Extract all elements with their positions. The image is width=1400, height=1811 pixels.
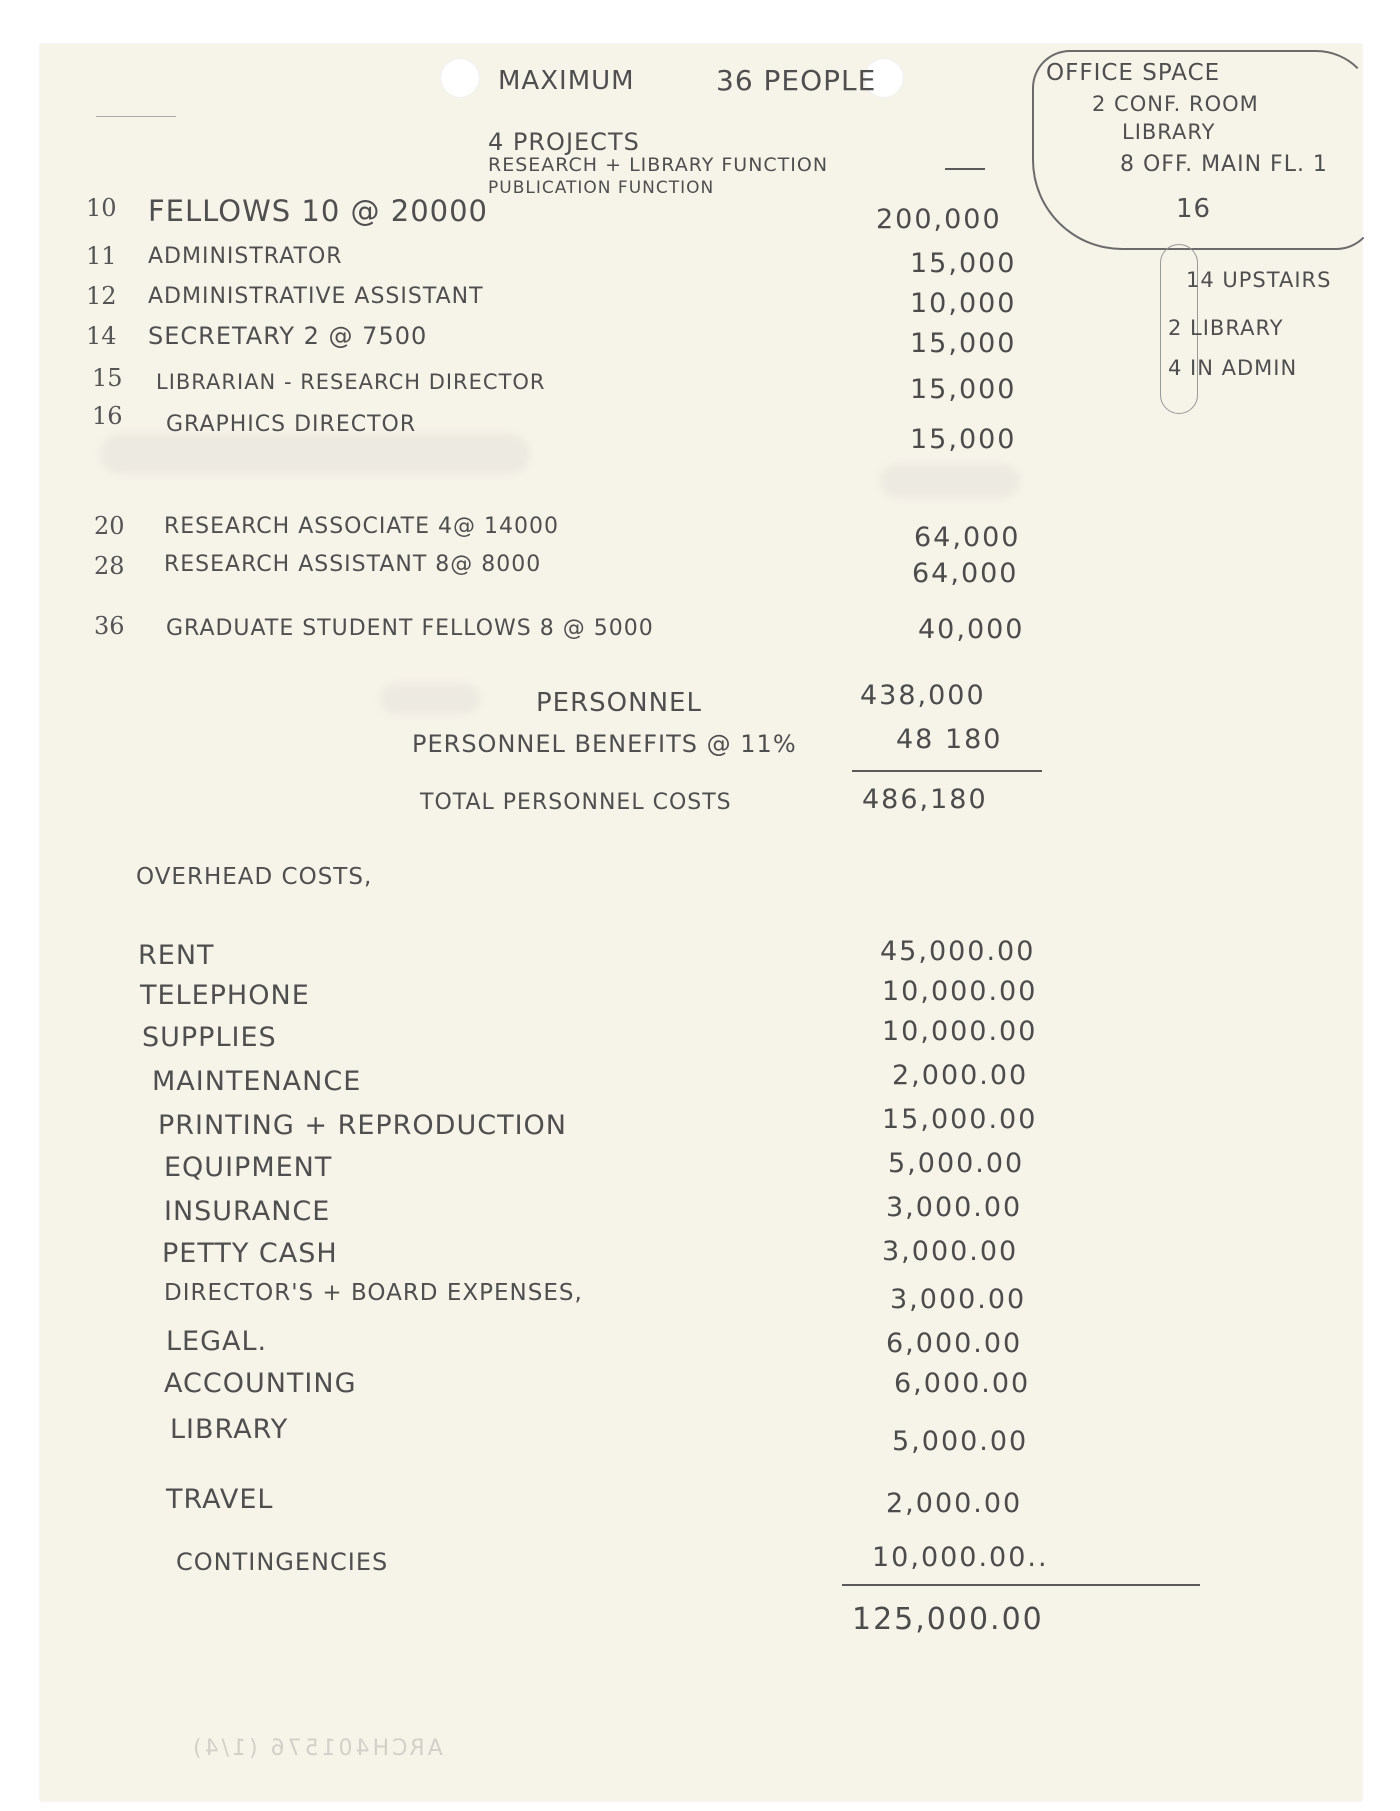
row-index: 20: [94, 512, 125, 540]
personnel-amount: 64,000: [914, 522, 1021, 553]
overhead-label: ACCOUNTING: [164, 1368, 357, 1399]
projects-note: 4 PROJECTS: [488, 128, 640, 156]
personnel-amount: 15,000: [910, 328, 1017, 359]
personnel-amount: 15,000: [910, 374, 1017, 405]
personnel-amount: 40,000: [918, 614, 1025, 645]
personnel-label: SECRETARY 2 @ 7500: [148, 322, 428, 350]
overhead-amount: 2,000.00: [892, 1060, 1029, 1091]
personnel-label: GRAPHICS DIRECTOR: [166, 412, 417, 437]
punch-hole-left: [440, 58, 480, 98]
functions-note-2: PUBLICATION FUNCTION: [488, 178, 715, 198]
overhead-label: MAINTENANCE: [152, 1066, 362, 1097]
total-personnel-label: TOTAL PERSONNEL COSTS: [420, 790, 732, 815]
overhead-label: INSURANCE: [164, 1196, 331, 1227]
overhead-amount: 15,000.00: [882, 1104, 1038, 1135]
office-upstairs: 14 UPSTAIRS: [1186, 268, 1332, 292]
personnel-label: ADMINISTRATIVE ASSISTANT: [148, 284, 484, 309]
eraser-smudge: [880, 464, 1020, 498]
overhead-label: CONTINGENCIES: [176, 1548, 389, 1576]
personnel-benefit-amount: 48 180: [896, 724, 1003, 755]
office-space-line2: LIBRARY: [1122, 120, 1216, 144]
personnel-label: GRADUATE STUDENT FELLOWS 8 @ 5000: [166, 616, 654, 641]
row-index: 12: [86, 282, 117, 310]
overhead-label: DIRECTOR'S + BOARD EXPENSES,: [164, 1280, 583, 1306]
row-index: 11: [86, 242, 117, 270]
personnel-label: FELLOWS 10 @ 20000: [148, 194, 489, 228]
overhead-label: TELEPHONE: [140, 980, 310, 1011]
office-admin: 4 IN ADMIN: [1168, 356, 1298, 380]
overhead-amount: 5,000.00: [888, 1148, 1025, 1179]
header-title: MAXIMUM: [498, 66, 635, 96]
overhead-amount: 3,000.00: [890, 1284, 1027, 1315]
personnel-amount: 15,000: [910, 248, 1017, 279]
overhead-label: EQUIPMENT: [164, 1152, 333, 1183]
archive-stamp: ARCH401576 (1/4): [190, 1736, 443, 1761]
personnel-label: ADMINISTRATOR: [148, 244, 343, 269]
overhead-amount: 2,000.00: [886, 1488, 1023, 1519]
personnel-label: RESEARCH ASSOCIATE 4@ 14000: [164, 514, 559, 539]
overhead-total: 125,000.00: [852, 1602, 1044, 1637]
overhead-total-rule: [842, 1584, 1200, 1586]
overhead-amount: 5,000.00: [892, 1426, 1029, 1457]
overhead-label: SUPPLIES: [142, 1022, 277, 1053]
overhead-amount: 6,000.00: [894, 1368, 1031, 1399]
personnel-subtotal-amount: 438,000: [860, 680, 986, 711]
personnel-amount: 15,000: [910, 424, 1017, 455]
eraser-smudge: [380, 684, 480, 714]
row-index: 10: [86, 194, 117, 222]
overhead-label: PRINTING + REPRODUCTION: [158, 1110, 567, 1141]
overhead-amount: 10,000.00..: [872, 1542, 1049, 1573]
overhead-amount: 6,000.00: [886, 1328, 1023, 1359]
overhead-amount: 3,000.00: [886, 1192, 1023, 1223]
office-space-line3: 8 OFF. MAIN FL. 1: [1120, 152, 1328, 177]
row-index: 16: [92, 402, 123, 430]
personnel-amount: 10,000: [910, 288, 1017, 319]
personnel-amount: 200,000: [876, 204, 1002, 235]
eraser-smudge: [100, 434, 530, 474]
overhead-label: PETTY CASH: [162, 1238, 338, 1269]
office-library: 2 LIBRARY: [1168, 316, 1284, 340]
personnel-benefit-label: PERSONNEL BENEFITS @ 11%: [412, 730, 797, 758]
overhead-amount: 10,000.00: [882, 1016, 1038, 1047]
functions-note-1: RESEARCH + LIBRARY FUNCTION: [488, 154, 829, 176]
overhead-amount: 45,000.00: [880, 936, 1036, 967]
underline-mark: [96, 116, 176, 117]
personnel-label: RESEARCH ASSISTANT 8@ 8000: [164, 552, 542, 577]
overhead-amount: 3,000.00: [882, 1236, 1019, 1267]
overhead-label: LIBRARY: [170, 1414, 289, 1445]
row-index: 36: [94, 612, 125, 640]
total-personnel-amount: 486,180: [862, 784, 988, 815]
row-index: 14: [86, 322, 117, 350]
overhead-heading: OVERHEAD COSTS,: [136, 864, 373, 890]
personnel-subtotal-label: PERSONNEL: [536, 688, 702, 718]
row-index: 28: [94, 552, 125, 580]
overhead-label: RENT: [138, 940, 215, 971]
overhead-label: LEGAL.: [166, 1326, 268, 1357]
office-space-title: OFFICE SPACE: [1046, 60, 1221, 86]
personnel-label: LIBRARIAN - RESEARCH DIRECTOR: [156, 370, 546, 394]
office-space-total: 16: [1176, 194, 1212, 224]
subtotal-rule: [852, 770, 1042, 772]
overhead-amount: 10,000.00: [882, 976, 1038, 1007]
document-page: [40, 44, 1362, 1801]
overhead-label: TRAVEL: [166, 1484, 274, 1515]
personnel-amount: 64,000: [912, 558, 1019, 589]
row-index: 15: [92, 364, 123, 392]
dash-mark: [945, 168, 985, 170]
header-people: 36 PEOPLE: [716, 64, 877, 97]
office-space-line1: 2 CONF. ROOM: [1092, 92, 1259, 116]
